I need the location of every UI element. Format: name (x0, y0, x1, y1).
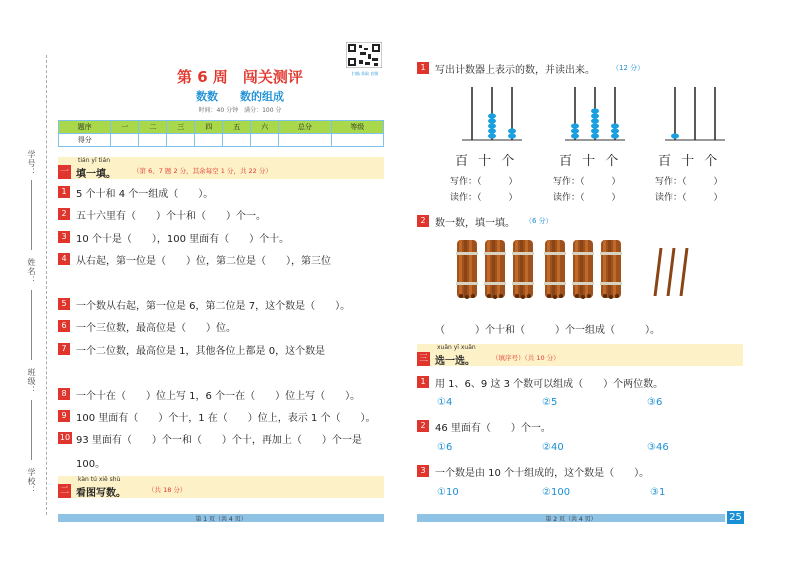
question-text: 写出计数器上表示的数，并读出来。 (435, 65, 595, 76)
abacus-2-labels: 百 十 个 (559, 154, 622, 169)
score-table (58, 120, 384, 147)
question-number: 4 (58, 253, 70, 265)
question-text: 一个三位数，最高位是（ ）位。 (76, 323, 236, 334)
score-input-cell[interactable] (331, 134, 383, 147)
question-text: 数一数，填一填。 (435, 218, 515, 229)
score-row-label: 得分 (59, 134, 111, 147)
page-title: 第 6 周 闯关测评 (177, 68, 303, 86)
binding-line (31, 290, 32, 360)
abacus-3-labels: 百 十 个 (658, 154, 721, 169)
question-text-continued: 100。 (76, 459, 106, 470)
abacus-3-image (655, 82, 735, 142)
read-blank-3[interactable]: 读作：（ ） (655, 193, 723, 203)
question-number: 1 (58, 186, 70, 198)
section-header-picture (58, 476, 384, 498)
score-input-cell[interactable] (167, 134, 195, 147)
option-1[interactable]: ①6 (437, 442, 453, 453)
section-name: 看图写数。 (76, 488, 126, 499)
question-text: 93 里面有（ ）个一和（ ）个十，再加上（ ）个一是 (76, 435, 362, 446)
score-input-cell[interactable] (251, 134, 279, 147)
binding-line (31, 180, 32, 250)
question-answer-blank[interactable]: （ ）个十和（ ）个一组成（ ）。 (435, 325, 660, 336)
question-number: 2 (417, 215, 429, 227)
score-input-cell[interactable] (279, 134, 331, 147)
question-text: 10 个十是（ ），100 里面有（ ）个十。 (76, 234, 290, 245)
binding-label-name: 姓名： (27, 258, 36, 285)
question-score: （12 分） (612, 64, 645, 72)
read-blank-2[interactable]: 读作：（ ） (553, 193, 621, 203)
question-text: 一个二位数，最高位是 1，其他各位上都是 0，这个数是 (76, 346, 326, 357)
section-pinyin: kàn tú xiě shù (78, 476, 121, 483)
option-3[interactable]: ③6 (647, 397, 663, 408)
question-number: 9 (58, 410, 70, 422)
score-input-cell[interactable] (139, 134, 167, 147)
question-number: 6 (58, 320, 70, 332)
option-1[interactable]: ①10 (437, 487, 459, 498)
binding-label-school: 学校： (27, 468, 36, 495)
section-score: （第 6、7 题 2 分，其余每空 1 分，共 22 分） (133, 167, 272, 175)
abacus-2-image (555, 82, 635, 142)
section-header-choice (417, 344, 743, 366)
footer-page-right: 第 2 页（共 4 页） (545, 516, 597, 523)
question-number: 3 (58, 231, 70, 243)
read-blank-1[interactable]: 读作：（ ） (450, 193, 518, 203)
question-text: 一个十在（ ）位上写 1，6 个一在（ ）位上写（ ）。 (76, 391, 361, 402)
section-name: 填一填。 (76, 169, 116, 180)
question-text: 用 1、6、9 这 3 个数可以组成（ ）个两位数。 (435, 379, 664, 390)
section-header-fill (58, 157, 384, 179)
binding-label-class: 班级： (27, 368, 36, 395)
question-text: 一个数是由 10 个十组成的，这个数是（ ）。 (435, 468, 650, 479)
qr-code-icon[interactable] (346, 42, 382, 68)
question-text: 从右起，第一位是（ ）位，第二位是（ ），第三位 (76, 256, 331, 267)
score-input-cell[interactable] (223, 134, 251, 147)
time-and-score-info: 时间：40 分钟 满分：100 分 (198, 107, 282, 114)
qr-caption: 扫描 获取 音频 (351, 71, 379, 76)
write-blank-2[interactable]: 写作：（ ） (553, 177, 621, 187)
question-number: 1 (417, 62, 429, 74)
abacus-1-image (452, 82, 532, 142)
option-3[interactable]: ③1 (650, 487, 666, 498)
section-pinyin: xuǎn yī xuǎn (437, 344, 476, 351)
score-input-cell[interactable] (111, 134, 139, 147)
question-number: 5 (58, 298, 70, 310)
binding-line (31, 400, 32, 460)
question-text: 五十六里有（ ）个十和（ ）个一。 (76, 211, 266, 222)
section-name: 选一选。 (435, 356, 475, 367)
write-blank-1[interactable]: 写作：（ ） (450, 177, 518, 187)
question-text: 一个数从右起，第一位是 6，第二位是 7，这个数是（ ）。 (76, 301, 351, 312)
score-header-cell: 六 (251, 121, 279, 134)
score-header-cell: 三 (167, 121, 195, 134)
score-header-cell: 五 (223, 121, 251, 134)
footer-page-left: 第 1 页（共 4 页） (195, 516, 247, 523)
score-header-cell: 四 (195, 121, 223, 134)
section-number: 二 (59, 486, 69, 496)
question-text: 5 个十和 4 个一组成（ ）。 (76, 189, 214, 200)
page-number-badge: 25 (727, 511, 744, 524)
option-1[interactable]: ①4 (437, 397, 453, 408)
question-number: 8 (58, 388, 70, 400)
score-input-cell[interactable] (195, 134, 223, 147)
score-header-cell: 一 (111, 121, 139, 134)
score-header-cell: 等级 (331, 121, 383, 134)
section-number: 三 (418, 354, 428, 364)
question-number: 2 (58, 208, 70, 220)
question-score: （6 分） (525, 217, 553, 225)
abacus-1-labels: 百 十 个 (455, 154, 518, 169)
question-number: 1 (417, 376, 429, 388)
question-text: 100 里面有（ ）个十，1 在（ ）位上，表示 1 个（ ）。 (76, 413, 376, 424)
section-score: （填序号）（共 10 分） (492, 354, 560, 362)
binding-dashed-line (46, 55, 47, 515)
page-subtitle: 数数 数的组成 (196, 90, 284, 103)
option-2[interactable]: ②5 (542, 397, 558, 408)
question-number: 7 (58, 343, 70, 355)
option-3[interactable]: ③46 (647, 442, 669, 453)
section-number: 一 (59, 167, 69, 177)
stick-bundles-image (455, 236, 725, 302)
question-number: 10 (59, 433, 71, 442)
question-number: 3 (417, 465, 429, 477)
section-pinyin: tián yī tián (78, 157, 111, 164)
binding-label-student-id: 学号： (27, 150, 36, 177)
section-score: （共 18 分） (148, 486, 187, 494)
write-blank-3[interactable]: 写作：（ ） (655, 177, 723, 187)
score-header-cell: 题序 (59, 121, 111, 134)
score-header-cell: 二 (139, 121, 167, 134)
option-2[interactable]: ②100 (542, 487, 571, 498)
question-number: 2 (417, 420, 429, 432)
question-text: 46 里面有（ ）个一。 (435, 423, 551, 434)
score-header-cell: 总分 (279, 121, 331, 134)
option-2[interactable]: ②40 (542, 442, 564, 453)
